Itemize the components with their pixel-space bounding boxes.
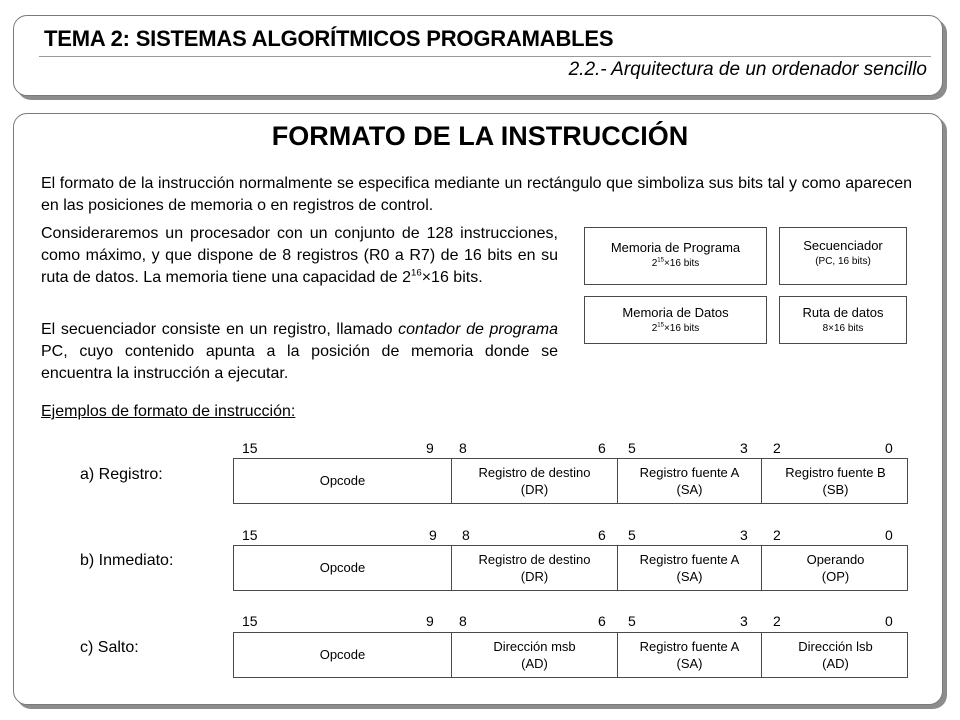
- program-memory-title: Memoria de Programa: [610, 240, 741, 255]
- sequencer-box: [779, 227, 907, 285]
- field-source-a: Registro fuente A (SA): [618, 633, 762, 677]
- sequencer-title: Secuenciador: [803, 238, 883, 253]
- field-opcode: Opcode: [234, 546, 452, 590]
- processor-text-a: Consideraremos un procesador con un conjunto de 128 instrucciones, como máximo, y que dispone de 8 registros (R0 a R7) de 16 bits en su ruta de datos. La memoria tiene una capacidad de 2: [41, 225, 558, 286]
- datapath-sub: 8×16 bits: [822, 323, 864, 334]
- bit-label: 3: [740, 527, 748, 543]
- bit-label: 15: [242, 613, 258, 629]
- bit-label: 9: [429, 527, 437, 543]
- bit-label: 0: [885, 527, 893, 543]
- bit-label: 0: [885, 440, 893, 456]
- bit-label: 9: [426, 440, 434, 456]
- field-address-msb: Dirección msb (AD): [452, 633, 618, 677]
- header-subtitle: 2.2.- Arquitectura de un ordenador sencillo: [568, 59, 927, 80]
- field-source-b: Registro fuente B (SB): [785, 464, 886, 497]
- bit-label: 8: [459, 440, 467, 456]
- sequencer-text-a: El secuenciador consiste en un registro, llamado: [41, 321, 399, 338]
- slide-title: FORMATO DE LA INSTRUCCIÓN: [271, 121, 689, 151]
- field-opcode: Opcode: [234, 459, 452, 503]
- data-memory-title: Memoria de Datos: [622, 305, 729, 320]
- bit-label: 5: [628, 440, 636, 456]
- bit-label: 6: [598, 613, 606, 629]
- intro-text: El formato de la instrucción normalmente se especifica mediante un rectángulo que simboliza sus bits tal y como aparecen en las posiciones de memoria o en registros de control.: [41, 175, 912, 214]
- header-divider: [39, 56, 931, 57]
- field-source-a: Registro fuente A (SA): [618, 546, 762, 590]
- bit-label: 6: [598, 527, 606, 543]
- format-label-register: a) Registro:: [80, 466, 163, 483]
- bit-label: 15: [242, 527, 258, 543]
- header-title: TEMA 2: SISTEMAS ALGORÍTMICOS PROGRAMABLES: [44, 26, 614, 51]
- field-address-lsb: Dirección lsb (AD): [798, 638, 873, 671]
- intro-paragraph: [41, 173, 912, 217]
- sequencer-text-b: PC, cuyo contenido apunta a la posición de memoria donde se encuentra la instrucción a ejecutar.: [41, 343, 558, 382]
- bit-label: 0: [885, 613, 893, 629]
- bit-label: 3: [740, 613, 748, 629]
- instruction-format-immediate: [233, 545, 908, 591]
- datapath-title: Ruta de datos: [802, 305, 884, 320]
- program-memory-box: [584, 227, 767, 285]
- sequencer-sub: (PC, 16 bits): [815, 256, 871, 267]
- bit-label: 8: [462, 527, 470, 543]
- datapath-box: [779, 296, 907, 344]
- format-label-immediate: b) Inmediato:: [80, 552, 174, 569]
- processor-text-exp: 16: [411, 267, 422, 279]
- field-destination-register: Registro de destino (DR): [452, 546, 618, 590]
- sequencer-paragraph: [41, 319, 558, 385]
- field-operand: Operando (OP): [806, 551, 865, 584]
- instruction-format-jump: [233, 632, 908, 678]
- program-memory-size: $2^{15}\times 16$ bits: [651, 257, 700, 269]
- format-label-jump: c) Salto:: [80, 639, 139, 656]
- bit-label: 2: [773, 440, 781, 456]
- examples-heading: Ejemplos de formato de instrucción:: [41, 403, 296, 420]
- bit-label: 6: [598, 440, 606, 456]
- bit-label: 9: [426, 613, 434, 629]
- field-destination-register: Registro de destino (DR): [452, 459, 618, 503]
- bit-label: 3: [740, 440, 748, 456]
- field-source-a: Registro fuente A (SA): [618, 459, 762, 503]
- bit-label: 5: [628, 527, 636, 543]
- bit-label: 8: [459, 613, 467, 629]
- field-opcode: Opcode: [234, 633, 452, 677]
- data-memory-size: $2^{15}\times 16$ bits: [651, 322, 700, 334]
- instruction-format-register: [233, 458, 908, 504]
- sequencer-text-em: contador de programa: [398, 321, 558, 338]
- bit-label: 5: [628, 613, 636, 629]
- processor-text-b: ×16 bits.: [421, 269, 483, 286]
- processor-paragraph: [41, 223, 558, 289]
- data-memory-box: [584, 296, 767, 344]
- bit-label: 2: [773, 613, 781, 629]
- bit-label: 2: [773, 527, 781, 543]
- bit-label: 15: [242, 440, 258, 456]
